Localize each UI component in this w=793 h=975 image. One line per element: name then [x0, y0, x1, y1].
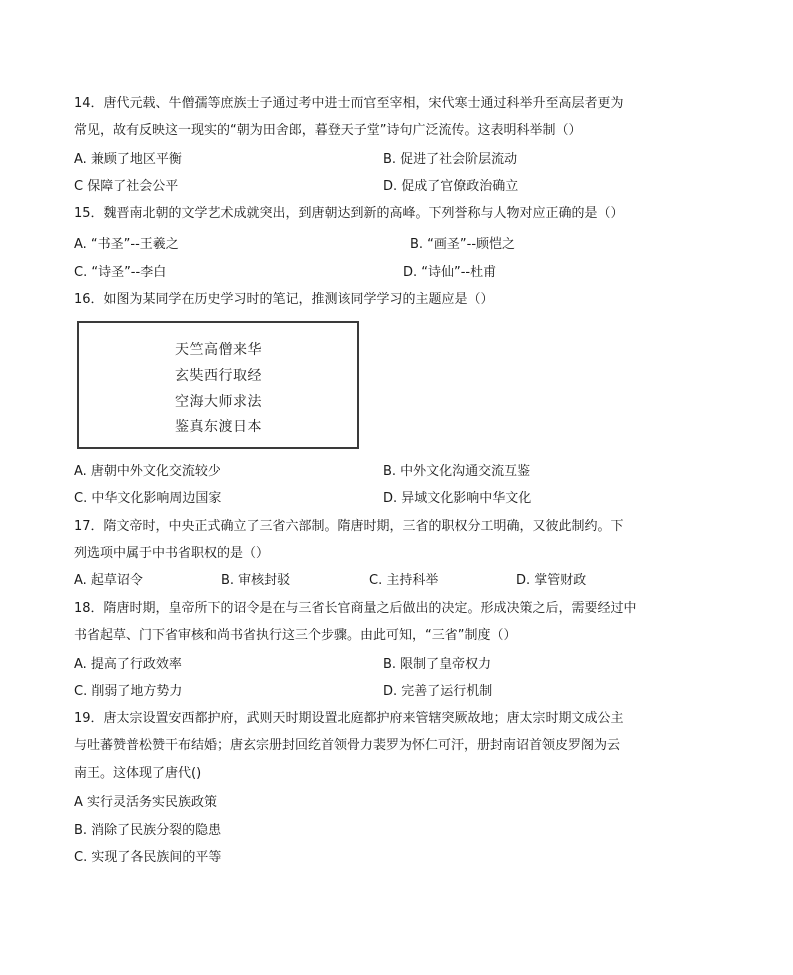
question-14-line-1: 14．唐代元载、牛僧孺等庶族士子通过考中进士而官至宰相，宋代寒士通过科举升至高层者更为 [74, 96, 624, 111]
question-16-line-1: 16．如图为某同学在历史学习时的笔记，推测该同学学习的主题应是（） [74, 292, 494, 307]
question-19-option-a: A 实行灵活务实民族政策 [74, 795, 218, 810]
question-19-line-3: 南王。这体现了唐代() [74, 766, 202, 781]
question-14-option-d: D. 促成了官僚政治确立 [383, 179, 519, 194]
study-note-image [77, 321, 359, 449]
question-18-line-1: 18．隋唐时期，皇帝所下的诏令是在与三省长官商量之后做出的决定。形成决策之后，需要经过中 [74, 601, 637, 616]
question-15-option-b: B. “画圣”--顾恺之 [410, 237, 516, 252]
note-line-1: 天竺高僧来华 [175, 342, 262, 358]
question-17-option-d: D. 掌管财政 [516, 573, 587, 588]
question-17-option-b: B. 审核封驳 [221, 573, 291, 588]
question-14-line-2: 常见，故有反映这一现实的“朝为田舍郎，暮登天子堂”诗句广泛流传。这表明科举制（） [74, 123, 582, 138]
note-line-2: 玄奘西行取经 [175, 368, 262, 384]
question-18-option-a: A. 提高了行政效率 [74, 657, 182, 672]
question-18-option-b: B. 限制了皇帝权力 [383, 657, 492, 672]
note-line-3: 空海大师求法 [175, 394, 262, 410]
question-17-line-2: 列选项中属于中书省职权的是（） [74, 546, 270, 561]
question-15-option-c: C. “诗圣”--李白 [74, 265, 167, 280]
question-16-option-b: B. 中外文化沟通交流互鉴 [383, 464, 531, 479]
question-17-option-c: C. 主持科举 [369, 573, 439, 588]
question-16-option-d: D. 异域文化影响中华文化 [383, 491, 532, 506]
note-line-4: 鉴真东渡日本 [175, 419, 262, 435]
question-18-option-c: C. 削弱了地方势力 [74, 684, 183, 699]
question-17-option-a: A. 起草诏令 [74, 573, 143, 588]
question-16-option-a: A. 唐朝中外文化交流较少 [74, 464, 221, 479]
question-15-option-d: D. “诗仙”--杜甫 [403, 265, 497, 280]
question-17-line-1: 17．隋文帝时，中央正式确立了三省六部制。隋唐时期，三省的职权分工明确，又彼此制约。下 [74, 519, 624, 534]
question-15-option-a: A. “书圣”--王羲之 [74, 237, 179, 252]
question-18-option-d: D. 完善了运行机制 [383, 684, 493, 699]
question-19-line-2: 与吐蕃赞普松赞干布结婚；唐玄宗册封回纥首领骨力裴罗为怀仁可汗，册封南诏首领皮罗阁为云 [74, 738, 621, 753]
question-14-option-b: B. 促进了社会阶层流动 [383, 152, 518, 167]
question-14-option-c: C 保障了社会公平 [74, 179, 179, 194]
question-18-line-2: 书省起草、门下省审核和尚书省执行这三个步骤。由此可知，“三省”制度（） [74, 628, 517, 643]
question-19-option-c: C. 实现了各民族间的平等 [74, 850, 222, 865]
question-19-option-b: B. 消除了民族分裂的隐患 [74, 823, 222, 838]
question-15-line-1: 15．魏晋南北朝的文学艺术成就突出，到唐朝达到新的高峰。下列誉称与人物对应正确的是（） [74, 206, 624, 221]
question-19-line-1: 19．唐太宗设置安西都护府，武则天时期设置北庭都护府来管辖突厥故地；唐太宗时期文成公主 [74, 711, 624, 726]
question-16-option-c: C. 中华文化影响周边国家 [74, 491, 222, 506]
question-14-option-a: A. 兼顾了地区平衡 [74, 152, 182, 167]
